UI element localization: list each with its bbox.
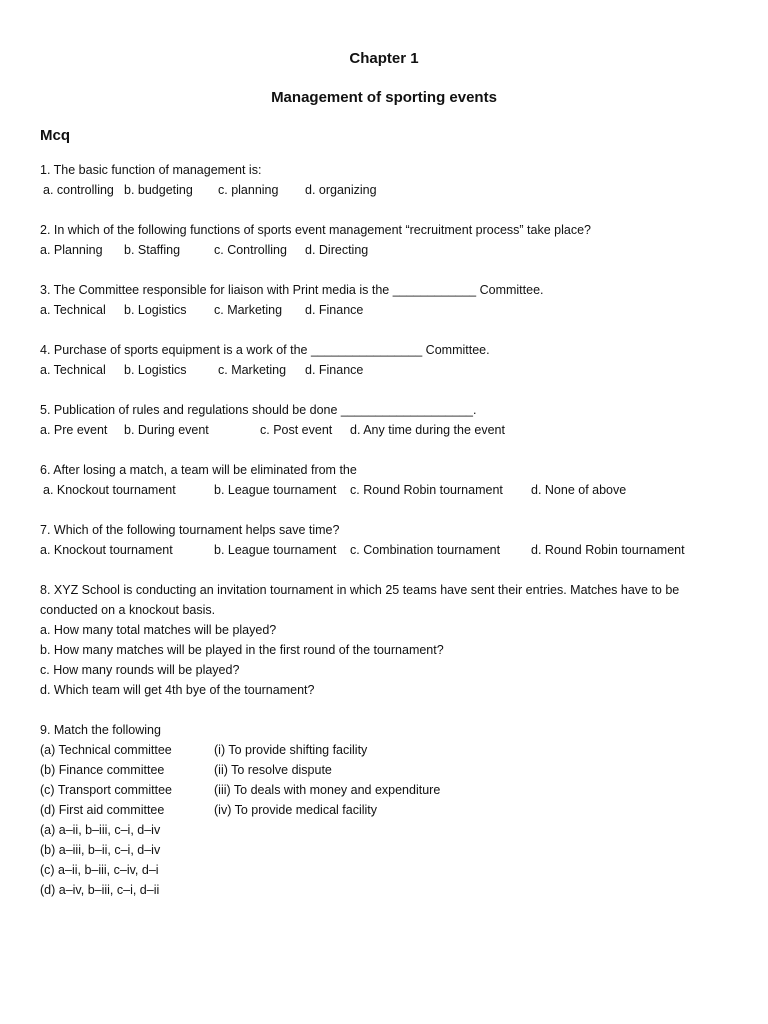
question-2-text: 2. In which of the following functions of sports event management “recruitment process” take place? — [40, 223, 591, 237]
question-8-text-line-2: conducted on a knockout basis. — [40, 603, 216, 617]
question-2-option-d: d. Directing — [305, 243, 369, 257]
question-1-option-d: d. organizing — [305, 183, 377, 197]
question-3-option-a: a. Technical — [40, 303, 106, 317]
match-left-c: (c) Transport committee — [40, 783, 172, 797]
question-3-text: 3. The Committee responsible for liaison with Print media is the ____________ Committee. — [40, 283, 544, 297]
chapter-title: Chapter 1 — [349, 50, 419, 67]
match-right-iii: (iii) To deals with money and expenditure — [214, 783, 441, 797]
question-5-option-a: a. Pre event — [40, 423, 108, 437]
question-1-option-a: a. controlling — [43, 183, 114, 197]
question-5-option-c: c. Post event — [260, 423, 333, 437]
question-9-answer-c: (c) a–ii, b–iii, c–iv, d–i — [40, 863, 159, 877]
question-5-option-b: b. During event — [124, 423, 209, 437]
question-9-answer-b: (b) a–iii, b–ii, c–i, d–iv — [40, 843, 161, 857]
question-4-option-d: d. Finance — [305, 363, 364, 377]
question-8-text-line-1: 8. XYZ School is conducting an invitation tournament in which 25 teams have sent their entries. Matches have to be — [40, 583, 680, 597]
question-1-text: 1. The basic function of management is: — [40, 163, 262, 177]
question-5-text: 5. Publication of rules and regulations should be done ___________________. — [40, 403, 477, 417]
question-3-option-c: c. Marketing — [214, 303, 283, 317]
question-8-sub-c: c. How many rounds will be played? — [40, 663, 240, 677]
question-7-option-a: a. Knockout tournament — [40, 543, 173, 557]
question-4-option-b: b. Logistics — [124, 363, 187, 377]
match-right-iv: (iv) To provide medical facility — [214, 803, 378, 817]
question-2-option-c: c. Controlling — [214, 243, 287, 257]
question-6-option-a: a. Knockout tournament — [43, 483, 176, 497]
question-9-answer-a: (a) a–ii, b–iii, c–i, d–iv — [40, 823, 161, 837]
question-5-option-d: d. Any time during the event — [350, 423, 505, 437]
question-6-option-b: b. League tournament — [214, 483, 337, 497]
question-3-option-b: b. Logistics — [124, 303, 187, 317]
question-7-option-c: c. Combination tournament — [350, 543, 501, 557]
question-2-option-a: a. Planning — [40, 243, 103, 257]
question-1-option-c: c. planning — [218, 183, 279, 197]
question-8-sub-d: d. Which team will get 4th bye of the tournament? — [40, 683, 315, 697]
question-9-text: 9. Match the following — [40, 723, 161, 737]
question-8-sub-a: a. How many total matches will be played? — [40, 623, 277, 637]
document-subtitle: Management of sporting events — [271, 89, 497, 106]
question-3-option-d: d. Finance — [305, 303, 364, 317]
question-4-text: 4. Purchase of sports equipment is a work of the ________________ Committee. — [40, 343, 490, 357]
match-left-d: (d) First aid committee — [40, 803, 165, 817]
question-7-option-b: b. League tournament — [214, 543, 337, 557]
question-6-option-d: d. None of above — [531, 483, 627, 497]
match-right-i: (i) To provide shifting facility — [214, 743, 368, 757]
question-1-option-b: b. budgeting — [124, 183, 193, 197]
question-6-option-c: c. Round Robin tournament — [350, 483, 503, 497]
question-7-option-d: d. Round Robin tournament — [531, 543, 685, 557]
question-4-option-c: c. Marketing — [218, 363, 287, 377]
section-label: Mcq — [40, 127, 70, 144]
question-7-text: 7. Which of the following tournament helps save time? — [40, 523, 340, 537]
question-6-text: 6. After losing a match, a team will be eliminated from the — [40, 463, 357, 477]
question-4-option-a: a. Technical — [40, 363, 106, 377]
question-2-option-b: b. Staffing — [124, 243, 181, 257]
match-right-ii: (ii) To resolve dispute — [214, 763, 332, 777]
match-left-a: (a) Technical committee — [40, 743, 172, 757]
question-8-sub-b: b. How many matches will be played in the first round of the tournament? — [40, 643, 444, 657]
question-9-answer-d: (d) a–iv, b–iii, c–i, d–ii — [40, 883, 160, 897]
match-left-b: (b) Finance committee — [40, 763, 165, 777]
